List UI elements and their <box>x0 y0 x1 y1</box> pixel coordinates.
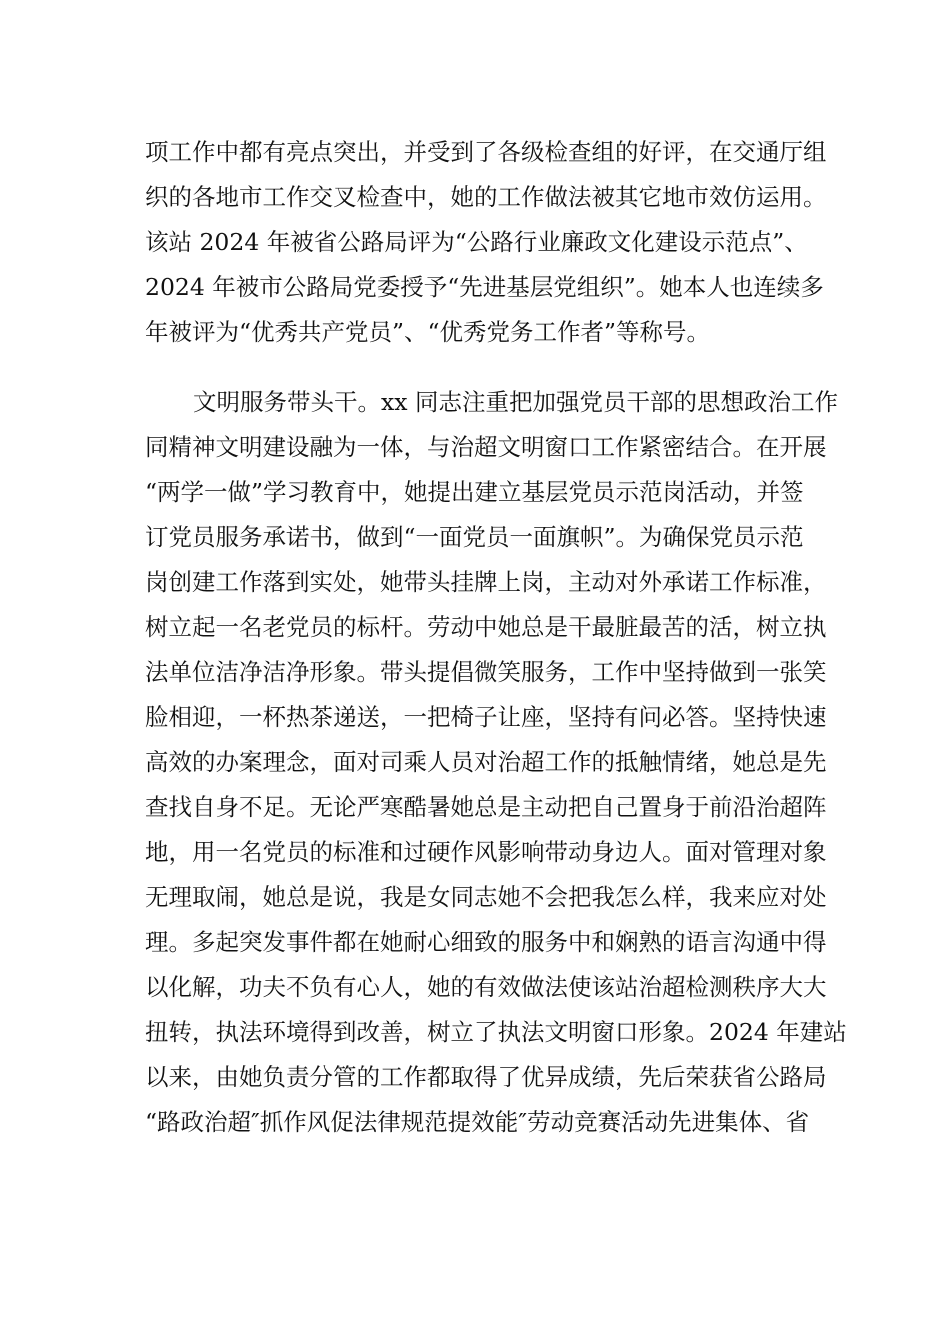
text-line: 脸相迎，一杯热茶递送，一把椅子让座，坚持有问必答。坚持快速 <box>145 703 827 731</box>
text-line: 项工作中都有亮点突出，并受到了各级检查组的好评，在交通厅组 <box>145 138 827 166</box>
text-line: 以来，由她负责分管的工作都取得了优异成绩，先后荣获省公路局 <box>145 1063 827 1091</box>
text-line: 2024 年被市公路局党委授予“先进基层党组织”。她本人也连续多 <box>145 273 824 301</box>
text-line: 以化解，功夫不负有心人，她的有效做法使该站治超检测秩序大大 <box>145 973 827 1001</box>
text-line: 扭转，执法环境得到改善，树立了执法文明窗口形象。2024 年建站 <box>145 1018 847 1046</box>
text-line: “路政治超″抓作风促法律规范提效能″劳动竞赛活动先进集体、省 <box>145 1108 810 1136</box>
text-line: “两学一做”学习教育中，她提出建立基层党员示范岗活动，并签 <box>145 478 804 506</box>
text-line: 岗创建工作落到实处，她带头挂牌上岗，主动对外承诺工作标准， <box>145 568 827 596</box>
text-line: 该站 2024 年被省公路局评为“公路行业廉政文化建设示范点”、 <box>145 228 808 256</box>
text-line: 理。多起突发事件都在她耐心细致的服务中和娴熟的语言沟通中得 <box>145 928 827 956</box>
text-line: 文明服务带头干。xx 同志注重把加强党员干部的思想政治工作 <box>193 388 838 416</box>
text-line: 织的各地市工作交叉检查中，她的工作做法被其它地市效仿运用。 <box>145 183 827 211</box>
text-line: 无理取闹，她总是说，我是女同志她不会把我怎么样，我来应对处 <box>145 883 827 911</box>
text-line: 地，用一名党员的标准和过硬作风影响带动身边人。面对管理对象 <box>145 838 827 866</box>
text-line: 树立起一名老党员的标杆。劳动中她总是干最脏最苦的活，树立执 <box>145 613 827 641</box>
text-line: 订党员服务承诺书，做到“一面党员一面旗帜”。为确保党员示范 <box>145 523 804 551</box>
text-line: 高效的办案理念，面对司乘人员对治超工作的抵触情绪，她总是先 <box>145 748 827 776</box>
text-line: 年被评为“优秀共产党员”、“优秀党务工作者”等称号。 <box>145 318 711 346</box>
text-line: 同精神文明建设融为一体，与治超文明窗口工作紧密结合。在开展 <box>145 433 827 461</box>
text-line: 查找自身不足。无论严寒酷暑她总是主动把自己置身于前沿治超阵 <box>145 793 827 821</box>
text-line: 法单位洁净洁净形象。带头提倡微笑服务，工作中坚持做到一张笑 <box>145 658 827 686</box>
